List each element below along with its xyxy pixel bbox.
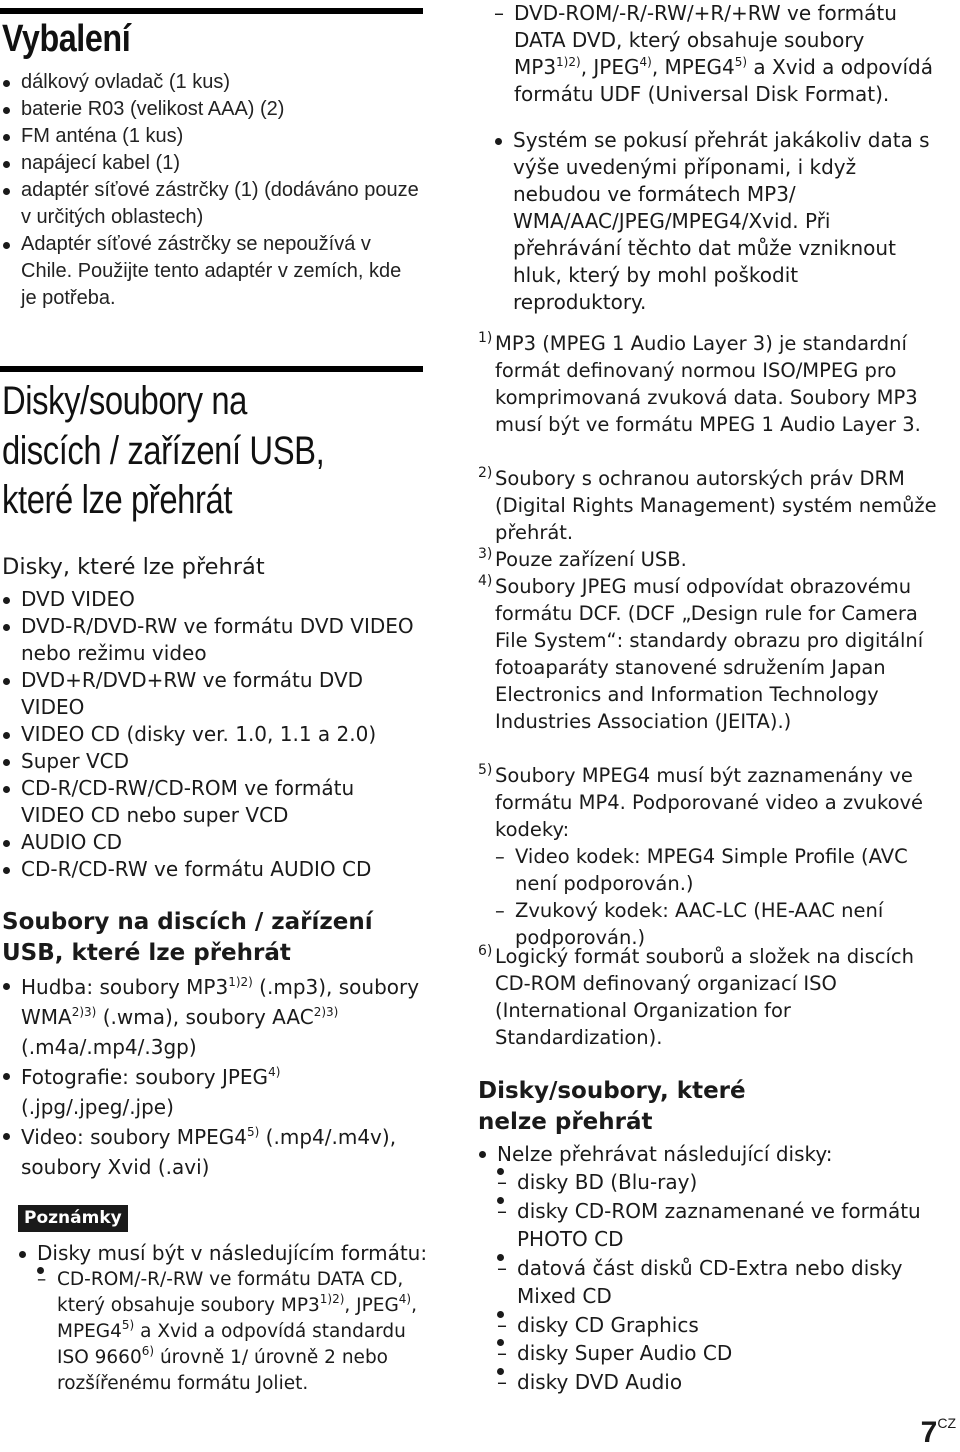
- files-list: [2, 972, 422, 1182]
- list-item: CD-R/CD-RW ve formátu AUDIO CD: [2, 856, 422, 883]
- footnote-6: 6) Logický formát souborů a složek na discích CD-ROM definovaný organizací ISO (International Organization for Standardization).: [478, 943, 914, 1049]
- list-item: – Zvukový kodek: AAC-LC (HE-AAC není podporován.): [495, 897, 948, 951]
- notes-badge: Poznámky: [18, 1205, 128, 1232]
- list-item: Disky musí být v následujícím formátu: – CD-ROM/-R/-RW ve formátu DATA CD, který obsahuje soubory $MP3^{1)2)}$, JPEG$^{4)}$, MPEG4$^{5)}$ a Xvid a odpovídá standardu ISO 9660$^{6)}$ úrovně 1/ úrovně 2 nebo rozšířenému formátu Joliet.: [18, 1240, 428, 1397]
- unpack-note-text: Adaptér síťové zástrčky se nepoužívá v Chile. Použijte tento adaptér v zemích, kde je potřeba.: [21, 233, 402, 309]
- list-item: – disky CD-ROM zaznamenané ve formátu PHOTO CD: [497, 1197, 938, 1254]
- list-item: Nelze přehrávat následující disky: – disky BD (Blu-ray) – disky CD-ROM zaznamenané ve formátu PHOTO CD – datová část disků CD-Extra nebo disky Mixed CD – disky CD Graphics – disky Super Audio CD – disky DVD Audio: [478, 1140, 938, 1396]
- discs-list: [2, 586, 422, 883]
- page-number: [921, 1416, 956, 1450]
- notes-dash-list: [37, 1267, 428, 1397]
- list-item: napájecí kabel (1): [2, 150, 422, 177]
- codec-list: [495, 843, 948, 951]
- page-language-code: CZ: [937, 1415, 956, 1431]
- footnote-2: 2) Soubory s ochranou autorských práv DRM (Digital Rights Management) systém nemůže přehrát.: [478, 465, 937, 544]
- playable-title-line2: discích / zařízení USB,: [2, 429, 325, 473]
- list-item: DVD-R/DVD-RW ve formátu DVD VIDEO nebo režimu video: [2, 613, 422, 667]
- list-item: Fotografie: soubory JPEG$^{4)}$ (.jpg/.jpeg/.jpe): [2, 1062, 422, 1122]
- list-item: baterie R03 (velikost AAA) (2): [2, 96, 422, 123]
- list-item: Video: soubory MPEG4$^{5)}$ (.mp4/.m4v), soubory Xvid (.avi): [2, 1122, 422, 1182]
- footnote-4: 4) Soubory JPEG musí odpovídat obrazovému formátu DCF. (DCF „Design rule for Camera File System“: standardy obrazu pro digitální fotoaparáty stanovené sdružením Japan Electronics and Information Technology Industries Association (JEITA).): [478, 573, 924, 733]
- footnote-1: 1) MP3 (MPEG 1 Audio Layer 3) je standardní formát definovaný normou ISO/MPEG pro komprimovaná zvuková data. Soubory MP3 musí být ve formátu MPEG 1 Audio Layer 3.: [478, 330, 921, 436]
- footnote-5: 5) Soubory MPEG4 musí být zaznamenány ve formátu MP4. Podporované video a zvukové kodeky: – Video kodek: MPEG4 Simple Profile (AVC není podporován.) – Zvukový kodek: AAC-LC (HE-AAC není podporován.): [478, 762, 948, 951]
- page-number-value: 7: [920, 1416, 938, 1449]
- unpack-note: [2, 231, 422, 312]
- list-item: – DVD-ROM/-R/-RW/+R/+RW ve formátu DATA DVD, který obsahuje soubory $MP3^{1)2)}$, JPEG$^{4)}$, MPEG4$^{5)}$ a Xvid a odpovídá formátu UDF (Universal Disk Format).: [494, 0, 934, 108]
- playable-title-line1: Disky/soubory na: [2, 379, 248, 423]
- list-item: – disky BD (Blu-ray): [497, 1168, 938, 1197]
- list-item: DVD VIDEO: [2, 586, 422, 613]
- unpack-list: [2, 69, 422, 312]
- files-heading: Soubory na discích / zařízení USB, které lze přehrát: [2, 909, 373, 966]
- notes-list: [18, 1240, 428, 1397]
- list-item: dálkový ovladač (1 kus): [2, 69, 422, 96]
- playable-title-line3: které lze přehrát: [2, 478, 233, 522]
- discs-heading: Disky, které lze přehrát: [2, 554, 265, 580]
- list-item: – datová část disků CD-Extra nebo disky Mixed CD: [497, 1254, 938, 1311]
- list-item: adaptér síťové zástrčky (1) (dodáváno pouze v určitých oblastech): [2, 177, 422, 231]
- list-item: – disky CD Graphics: [497, 1311, 938, 1340]
- unpack-title: Vybalení: [2, 18, 131, 60]
- list-item: DVD+R/DVD+RW ve formátu DVD VIDEO: [2, 667, 422, 721]
- unplayable-list: [478, 1140, 938, 1396]
- list-item: Super VCD: [2, 748, 422, 775]
- unplayable-dash-list: [497, 1168, 938, 1396]
- list-item: AUDIO CD: [2, 829, 422, 856]
- right-dash-list: [494, 0, 934, 108]
- list-item: – Video kodek: MPEG4 Simple Profile (AVC není podporován.): [495, 843, 948, 897]
- list-item: Systém se pokusí přehrát jakákoliv data s výše uvedenými příponami, i když nebudou ve formátech MP3/ WMA/AAC/JPEG/MPEG4/Xvid. Při přehrávání těchto dat může vzniknout hluk, který by mohl poškodit reproduktory.: [494, 127, 934, 316]
- list-item: – disky Super Audio CD: [497, 1339, 938, 1368]
- footnote-3: 3) Pouze zařízení USB.: [478, 546, 687, 571]
- unplayable-heading: Disky/soubory, které nelze přehrát: [478, 1078, 746, 1135]
- list-item: – disky DVD Audio: [497, 1368, 938, 1397]
- list-item: VIDEO CD (disky ver. 1.0, 1.1 a 2.0): [2, 721, 422, 748]
- section-rule-playable: [0, 366, 423, 372]
- list-item: CD-R/CD-RW/CD-ROM ve formátu VIDEO CD nebo super VCD: [2, 775, 422, 829]
- list-item: FM anténa (1 kus): [2, 123, 422, 150]
- list-item: – CD-ROM/-R/-RW ve formátu DATA CD, který obsahuje soubory $MP3^{1)2)}$, JPEG$^{4)}$, MPEG4$^{5)}$ a Xvid a odpovídá standardu ISO 9660$^{6)}$ úrovně 1/ úrovně 2 nebo rozšířenému formátu Joliet.: [37, 1267, 428, 1397]
- right-bullet-list: [494, 127, 934, 316]
- list-item: Hudba: soubory $MP3^{1)2)}$ (.mp3), soubory $WMA^{2)3)}$ (.wma), soubory $AAC^{2)3)}$ (.m4a/.mp4/.3gp): [2, 972, 422, 1062]
